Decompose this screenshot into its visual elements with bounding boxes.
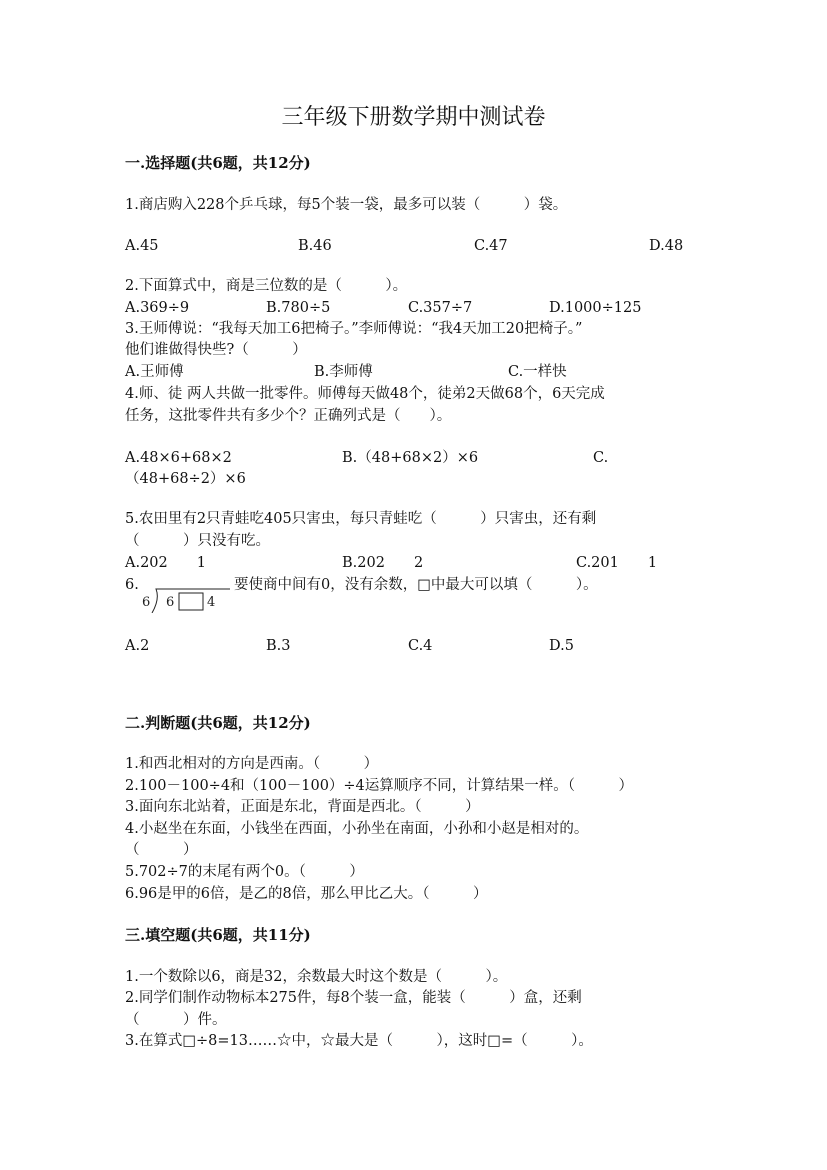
q6-option-c: C.4 (408, 638, 433, 654)
section-heading-judge: 二.判断题(共6题，共12分) (125, 714, 311, 732)
dividend-digit-3: 4 (207, 595, 216, 610)
question-6-stem: 要使商中间有0，没有余数，□中最大可以填（ ）。 (234, 577, 598, 593)
q2-option-a: A.369÷9 (125, 300, 190, 316)
long-division-diagram (138, 587, 230, 613)
page-title: 三年级下册数学期中测试卷 (281, 105, 546, 130)
question-2-stem: 2.下面算式中，商是三位数的是（ ）。 (125, 278, 408, 294)
section-heading-fill: 三.填空题(共6题，共11分) (125, 926, 311, 944)
q4-option-b: B.（48+68×2）×6 (342, 450, 479, 466)
q2-option-b: B.780÷5 (266, 300, 331, 316)
q2-option-d: D.1000÷125 (549, 300, 642, 316)
q5-option-a: A.202 1 (125, 555, 206, 571)
q3-option-c: C.一样快 (508, 364, 567, 380)
fill-item: 2.同学们制作动物标本275件，每8个装一盒，能装（ ）盒，还剩 (125, 990, 582, 1006)
question-3-stem-line1: 3.王师傅说：“我每天加工6把椅子。”李师傅说：“我4天加工20把椅子。” (125, 321, 583, 337)
q2-option-c: C.357÷7 (408, 300, 473, 316)
divisor-digit: 6 (142, 595, 151, 610)
judge-item: 3.面向东北站着，正面是东北，背面是西北。（ ） (125, 799, 480, 815)
judge-item: 5.702÷7的末尾有两个0。（ ） (125, 864, 364, 880)
judge-item-continuation: （ ） (125, 842, 198, 858)
question-3-stem-line2: 他们谁做得快些?（ ） (125, 342, 307, 358)
q3-option-a: A.王师傅 (125, 364, 184, 380)
q6-option-d: D.5 (549, 638, 574, 654)
q4-option-c-text: （48+68÷2）×6 (125, 471, 246, 487)
section-heading-choice: 一.选择题(共6题，共12分) (125, 154, 311, 172)
fill-item: 1.一个数除以6，商是32，余数最大时这个数是（ ）。 (125, 969, 508, 985)
dividend-digit-1: 6 (166, 595, 175, 610)
question-4-stem-line1: 4.师、徒 两人共做一批零件。师傅每天做48个，徒弟2天做68个，6天完成 (125, 386, 605, 402)
q4-option-a: A.48×6+68×2 (125, 450, 232, 466)
q4-option-c-label: C. (593, 450, 609, 466)
question-5-stem-line2: （ ）只没有吃。 (125, 533, 270, 549)
q1-option-a: A.45 (125, 238, 159, 254)
question-1-stem: 1.商店购入228个乒乓球，每5个装一袋，最多可以装（ ）袋。 (125, 197, 568, 213)
fill-item-continuation: （ ）件。 (125, 1012, 227, 1028)
q1-option-b: B.46 (298, 238, 332, 254)
question-6-number: 6. (125, 577, 139, 593)
q3-option-b: B.李师傅 (314, 364, 373, 380)
q6-option-a: A.2 (125, 638, 150, 654)
judge-item: 1.和西北相对的方向是西南。（ ） (125, 756, 379, 772)
blank-digit-box (179, 593, 203, 610)
q1-option-d: D.48 (649, 238, 684, 254)
q5-option-b: B.202 2 (342, 555, 424, 571)
q1-option-c: C.47 (474, 238, 508, 254)
question-4-stem-line2: 任务，这批零件共有多少个？正确列式是（ ）。 (125, 408, 452, 424)
fill-item: 3.在算式□÷8=13……☆中，☆最大是（ ），这时□=（ ）。 (125, 1033, 593, 1049)
judge-item: 2.100－100÷4和（100－100）÷4运算顺序不同，计算结果一样。（ ） (125, 778, 634, 794)
q6-option-b: B.3 (266, 638, 291, 654)
judge-item: 4.小赵坐在东面，小钱坐在西面，小孙坐在南面，小孙和小赵是相对的。 (125, 821, 589, 837)
question-5-stem-line1: 5.农田里有2只青蛙吃405只害虫，每只青蛙吃（ ）只害虫，还有剩 (125, 511, 597, 527)
q5-option-c: C.201 1 (576, 555, 658, 571)
judge-item: 6.96是甲的6倍，是乙的8倍，那么甲比乙大。（ ） (125, 886, 488, 902)
